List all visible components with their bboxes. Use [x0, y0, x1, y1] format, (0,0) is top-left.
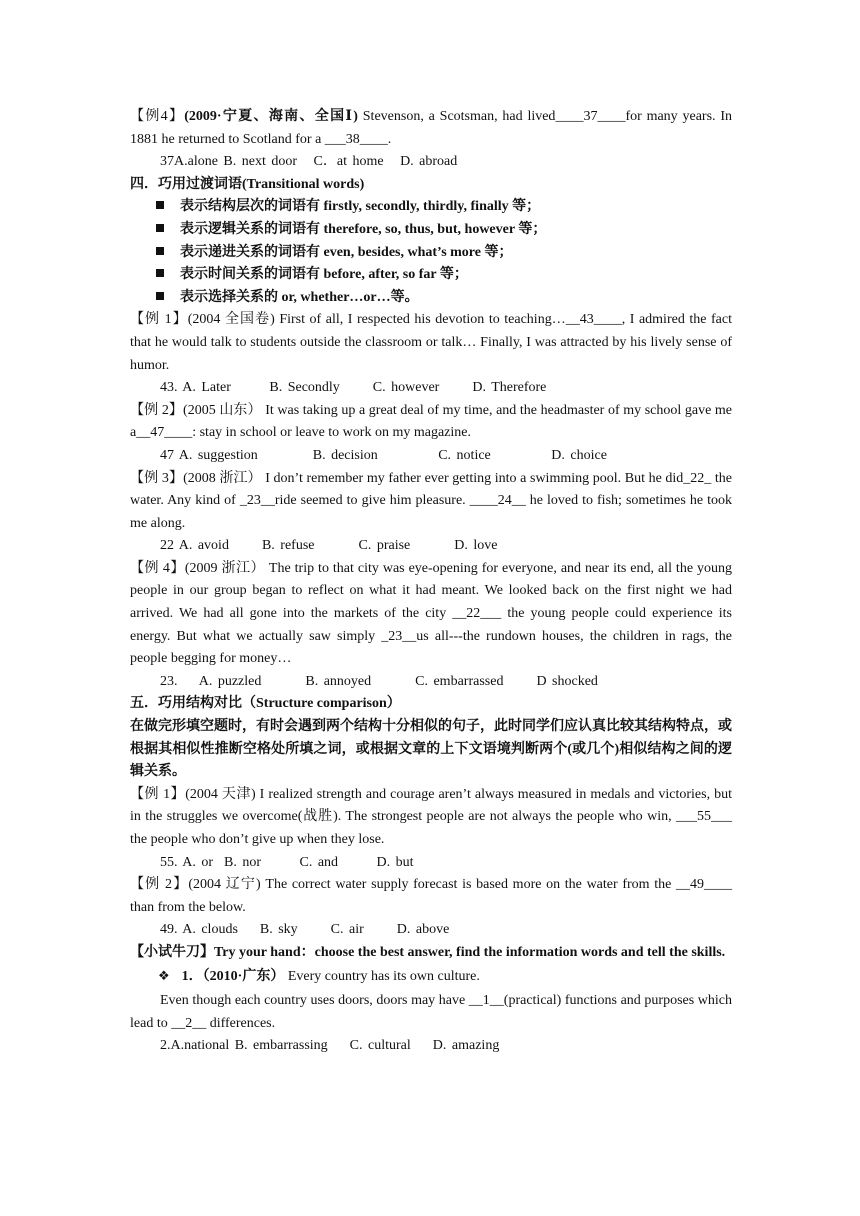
- bullet-text: 表示递进关系的词语有 even, besides, what’s more 等；: [180, 244, 513, 260]
- section-5-description: 在做完形填空题时，有时会遇到两个结构十分相似的句子，此时同学们应认真比较其结构特点，或根据其相似性推断空格处所填之词，或根据文章的上下文语境判断两个(或几个)相似结构之间的逻辑关系。: [130, 719, 732, 780]
- example-label: 【例 3】: [130, 470, 184, 486]
- example-paragraph: [130, 468, 732, 536]
- bullet-item: [130, 196, 732, 219]
- period: .: [387, 131, 392, 147]
- answer-options: 47 A. suggestion B. decision C. notice D. choice: [160, 447, 607, 463]
- example-label: 【例 1】: [130, 786, 186, 802]
- example-label: 【例 1】: [130, 312, 188, 328]
- example-text: Stevenson, a Scotsman, had lived: [357, 109, 556, 124]
- question-passage: Even though each country uses doors, doors may have __1__(practical) functions and purposes which lead to __2__ differences.: [130, 993, 732, 1031]
- answer-options: 55. A. or B. nor C. and D. but: [160, 854, 414, 870]
- bullet-item: [130, 264, 732, 287]
- answer-options: 23. A. puzzled B. annoyed C. embarrassed D shocked: [160, 673, 598, 689]
- example-text: for many years. In 1881 he returned to Scotland for a: [130, 109, 733, 147]
- square-bullet-icon: [156, 201, 164, 209]
- answer-options: 2.A.national B. embarrassing C. cultural D. amazing: [160, 1038, 500, 1054]
- bullet-item: [130, 219, 732, 242]
- example-source: (2009·宁夏、海南、全国Ⅰ): [184, 109, 358, 124]
- example-label: 【例 2】: [130, 402, 184, 418]
- example-paragraph: [130, 784, 732, 852]
- example-text: (2004 天津) I realized strength and courage aren’t always measured in medals and victories, but in the struggles we overcome(战胜). The strongest people are not always the people who win, ___55___ the people who don’t give up when they lose.: [130, 786, 732, 847]
- example-text: (2004 全国卷) First of all, I respected his devotion to teaching…__43____, I admired the fact that he would talk to students outside the classroom or talk… Finally, I was attracted by his lively sense of humor.: [130, 312, 732, 373]
- blank-37: ____37____: [555, 109, 626, 124]
- answer-options: 49. A. clouds B. sky C. air D. above: [160, 922, 450, 938]
- example-paragraph: [130, 874, 732, 919]
- try-your-hand-heading: 【小试牛刀】Try your hand：choose the best answer, find the information words and tell the skills.: [130, 944, 726, 960]
- example-4-paragraph: [130, 106, 732, 151]
- section-4-heading: 四．巧用过渡词语(Transitional words): [130, 176, 365, 192]
- question-intro: Every country has its own culture.: [284, 968, 480, 984]
- example-text: (2009 浙江） The trip to that city was eye-opening for everyone, and near its end, all the young people in our group began to reflect on what it had meant. We looked back on the first night we had arrived. We had all gone into the markets of the city __22___ the young people could experience its energy. But what we actually saw simply _23__us all---the rundown houses, the children in rags, the people begging for money…: [130, 560, 733, 667]
- bullet-text: 表示结构层次的词语有 firstly, secondly, thirdly, finally 等；: [180, 199, 541, 215]
- example-text: (2005 山东） It was taking up a great deal of my time, and the headmaster of my school gave me a__47____: stay in school or leave to work on my magazine.: [130, 402, 733, 441]
- example-paragraph: [130, 558, 732, 671]
- bullet-text: 表示时间关系的词语有 before, after, so far 等；: [180, 267, 468, 283]
- example-label: 【例 2】: [130, 877, 189, 893]
- answer-options: 22 A. avoid B. refuse C. praise D. love: [160, 538, 498, 554]
- section-5-heading: 五．巧用结构对比（Structure comparison）: [130, 696, 401, 712]
- question-number: 1．（2010·广东）: [181, 968, 285, 984]
- diamond-bullet-icon: ❖: [158, 967, 170, 983]
- square-bullet-icon: [156, 269, 164, 277]
- bullet-text: 表示逻辑关系的词语有 therefore, so, thus, but, however 等；: [180, 221, 547, 237]
- question-1-header: [130, 965, 732, 989]
- bullet-item: [130, 242, 732, 265]
- example-label: 【例 4】: [130, 560, 185, 576]
- blank-38: ___38____: [324, 131, 388, 147]
- square-bullet-icon: [156, 224, 164, 232]
- example-paragraph: [130, 400, 732, 445]
- square-bullet-icon: [156, 292, 164, 300]
- example-label: 【例4】: [130, 109, 185, 124]
- square-bullet-icon: [156, 247, 164, 255]
- example-text: (2008 浙江） I don’t remember my father ever getting into a swimming pool. But he did_22_ the water. Any kind of _23__ride seemed to give him pleasure. ____24__ he loved to fish; sometimes he took me along.: [130, 470, 732, 531]
- bullet-text: 表示选择关系的 or, whether…or…等。: [180, 289, 419, 305]
- answer-options: 43. A. Later B. Secondly C. however D. Therefore: [160, 380, 547, 396]
- example-text: (2004 辽宁) The correct water supply forecast is based more on the water from the __49____ than from the below.: [130, 877, 732, 915]
- example-paragraph: [130, 309, 732, 377]
- answer-options: 37A.alone B. next door C．at home D. abroad: [160, 154, 458, 170]
- bullet-item: [130, 287, 732, 310]
- document-page: [130, 106, 732, 1058]
